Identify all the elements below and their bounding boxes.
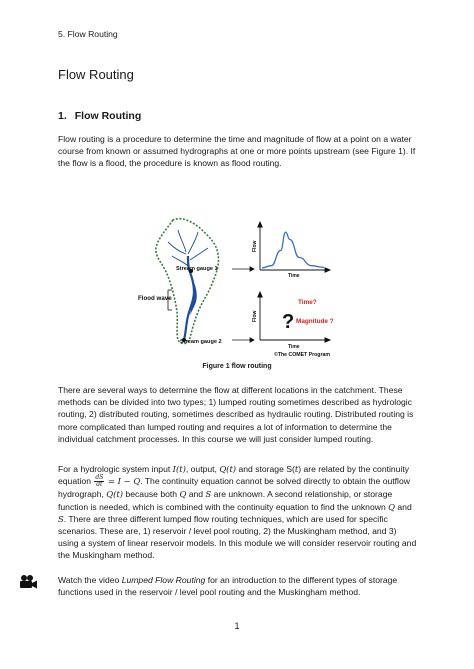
text-run: ) are related by the continuity equation [58,464,410,487]
video-camera-icon [18,574,38,590]
question-magnitude-label: Magnitude ? [296,318,334,325]
text-run: for an introduction to the different types of storage functions used in the reservoir / level pool routing and the Muskingham method. [58,575,398,598]
page-title: Flow Routing [58,67,134,82]
flow-routing-figure [128,212,358,362]
section-title: Flow Routing [74,110,142,122]
paragraph-intro: Flow routing is a procedure to determine the time and magnitude of flow at a point on a water course from known or assumed hydrographs at one or more points upstream (see Figure 1). If the flow is a flood, the procedure is known as flood routing. [58,134,416,169]
continuity-equation-rhs: = I − Q [105,476,141,487]
stream-gauge-1-label: Stream gauge 1 [176,266,218,272]
section-number: 1. [58,110,67,122]
running-head: 5. Flow Routing [58,29,118,39]
section-heading [58,110,141,122]
flood-wave-label: Flood wave [138,295,172,302]
question-time-label: Time? [298,299,317,306]
text-run: For a hydrologic system input [58,464,173,474]
text-run: . There are three different lumped flow routing techniques, which are used for specific scenarios. These are, 1) reservoir / level pool routing, 2) the Muskingham method, and 3) using a system of linear reservoir models. In this module we will consider reservoir routing and the Muskingham method. [58,513,417,561]
paragraph-video [58,574,418,598]
flow-axis-label-top: Flow [252,240,258,252]
video-title-link[interactable]: Lumped Flow Routing [121,575,206,585]
text-run: and [395,501,412,512]
math-s: S [205,489,212,500]
figure-caption: Figure 1 flow routing [202,363,272,370]
math-outflow-hydrograph: Q(t) [106,489,124,500]
text-run: Watch the video [58,575,122,585]
question-mark-symbol: ? [282,311,295,333]
hydrograph-top-curve [262,232,324,268]
math-input: I(t) [172,464,186,474]
text-run: are unknown. A second relationship, or storage function is needed, which is combined with the continuity equation to find the unknown [58,489,393,512]
math-time: t [294,464,299,474]
paragraph-routing-types: There are several ways to determine the flow at different locations in the catchment. These methods can be divided into two types; 1) lumped routing sometimes described as hydrologic routing, 2) distributed routing, sometimes described as hydraulic routing. Distributed routing is more complicated than lumped routing and requires a lot of information to determine the individual catchment processes. In this course we will just consider lumped routing. [58,385,414,444]
connector-arrows [232,267,254,342]
fraction-numerator: dS [95,474,104,482]
paragraph-continuity [58,463,418,562]
text-run: , output, [185,464,220,474]
math-output: Q(t) [219,464,237,474]
text-run: and storage S( [236,464,295,474]
stream-gauge-2-label: Stream gauge 2 [180,339,222,345]
continuity-fraction [94,475,104,488]
math-q: Q [179,489,187,500]
fraction-denominator: dt [96,481,103,489]
page-number: 1 [234,621,240,631]
flood-wave-shape [190,278,197,316]
time-axis-label-bottom: Time [288,344,300,350]
text-run: and [186,489,206,500]
time-axis-label-top: Time [288,273,300,279]
text-run: . The continuity equation cannot be solved directly to obtain the outflow hydrograph, [58,476,410,500]
text-run: because both [123,489,180,500]
math-s: S [58,513,64,524]
figure-credit: ©The COMET Program [274,352,330,358]
math-q: Q [388,501,395,512]
flow-axis-label-bottom: Flow [252,310,258,322]
